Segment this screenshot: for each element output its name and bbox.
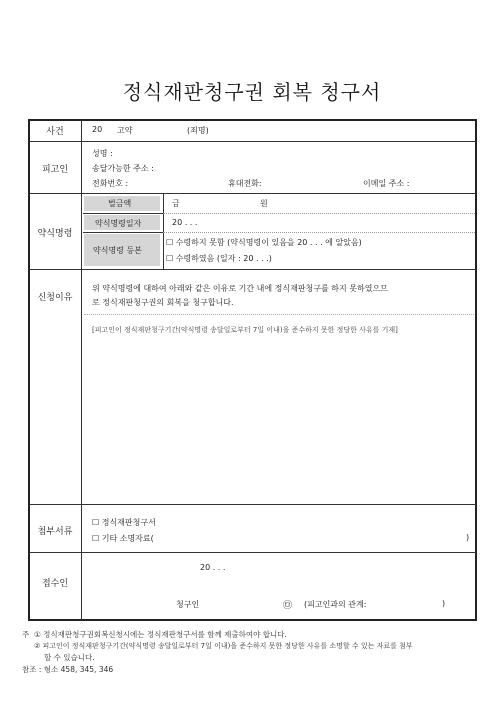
reason-hint: [피고인이 정식재판청구기간(약식명령 송달일로부터 7일 이내)을 준수하지 못한 정당한 사유를 기재] <box>92 326 398 334</box>
notes-prefix: 주 <box>22 630 30 639</box>
case-name: (죄명) <box>187 126 209 135</box>
attachment-other-close: ) <box>466 533 470 542</box>
reference: 참조 : 형소 458, 345, 346 <box>22 665 114 674</box>
relation-field[interactable]: (피고인과의 관계: <box>304 600 367 609</box>
note-2-line1: ② 피고인이 정식재판청구기간(약식명령 송달일로부터 7일 이내)을 준수하지 못한 정당한 사유를 소명할 수 있는 자료를 첨부 <box>34 642 413 650</box>
attachments-label: 첨부서류 <box>37 527 73 537</box>
reception-label: 접수인 <box>41 579 69 589</box>
note-2-line2: 할 수 있습니다. <box>44 653 95 662</box>
defendant-address-field[interactable]: 송달가능한 주소 : <box>92 164 154 173</box>
note-1: ① 정식재판청구권회복신청시에는 정식재판청구서를 함께 제출하여야 합니다. <box>34 630 287 639</box>
not-received-checkbox[interactable]: ☐ 수령하지 못함 (약식명령이 있음을 20 . . . 에 알았음) <box>166 238 362 247</box>
relation-close: ) <box>442 599 446 608</box>
case-type: 고약 <box>117 126 133 135</box>
fine-prefix: 금 <box>172 199 180 208</box>
seal-icon: ㉤ <box>283 601 293 611</box>
reception-date[interactable]: 20 . . . <box>200 563 226 572</box>
case-year: 20 <box>92 125 103 134</box>
attachment-other-checkbox[interactable]: ☐ 기타 소명자료( <box>92 534 154 543</box>
defendant-mobile-field[interactable]: 휴대전화: <box>228 179 262 188</box>
order-copy-label: 약식명령 등본 <box>93 246 142 255</box>
fine-unit: 원 <box>260 199 268 208</box>
defendant-name-field[interactable]: 성명 : <box>92 149 113 158</box>
document-title: 정식재판청구권 회복 청구서 <box>122 80 382 104</box>
defendant-phone-field[interactable]: 전화번호 : <box>92 179 129 188</box>
defendant-label: 피고인 <box>41 165 69 175</box>
case-label: 사건 <box>46 127 64 137</box>
received-checkbox[interactable]: ☐ 수령하였음 (일자 : 20 . . .) <box>166 254 272 263</box>
attachment-appeal-checkbox[interactable]: ☐ 정식재판청구서 <box>92 518 156 527</box>
fine-label: 벌금액 <box>108 199 132 208</box>
reason-text-line1: 위 약식명령에 대하여 아래와 같은 이유로 기간 내에 정식재판청구를 하지 못하였으므 <box>92 284 388 293</box>
order-date-value[interactable]: 20 . . . <box>172 218 198 227</box>
defendant-email-field[interactable]: 이메일 주소 : <box>363 179 410 188</box>
summary-order-label: 약식명령 <box>37 229 73 239</box>
order-date-label: 약식명령일자 <box>95 219 142 228</box>
reason-input-area[interactable] <box>84 338 474 502</box>
applicant-label: 청구인 <box>176 600 200 609</box>
reason-label: 신청이유 <box>37 293 73 303</box>
reason-text-line2: 로 정식재판청구권의 회복을 청구합니다. <box>92 298 234 307</box>
